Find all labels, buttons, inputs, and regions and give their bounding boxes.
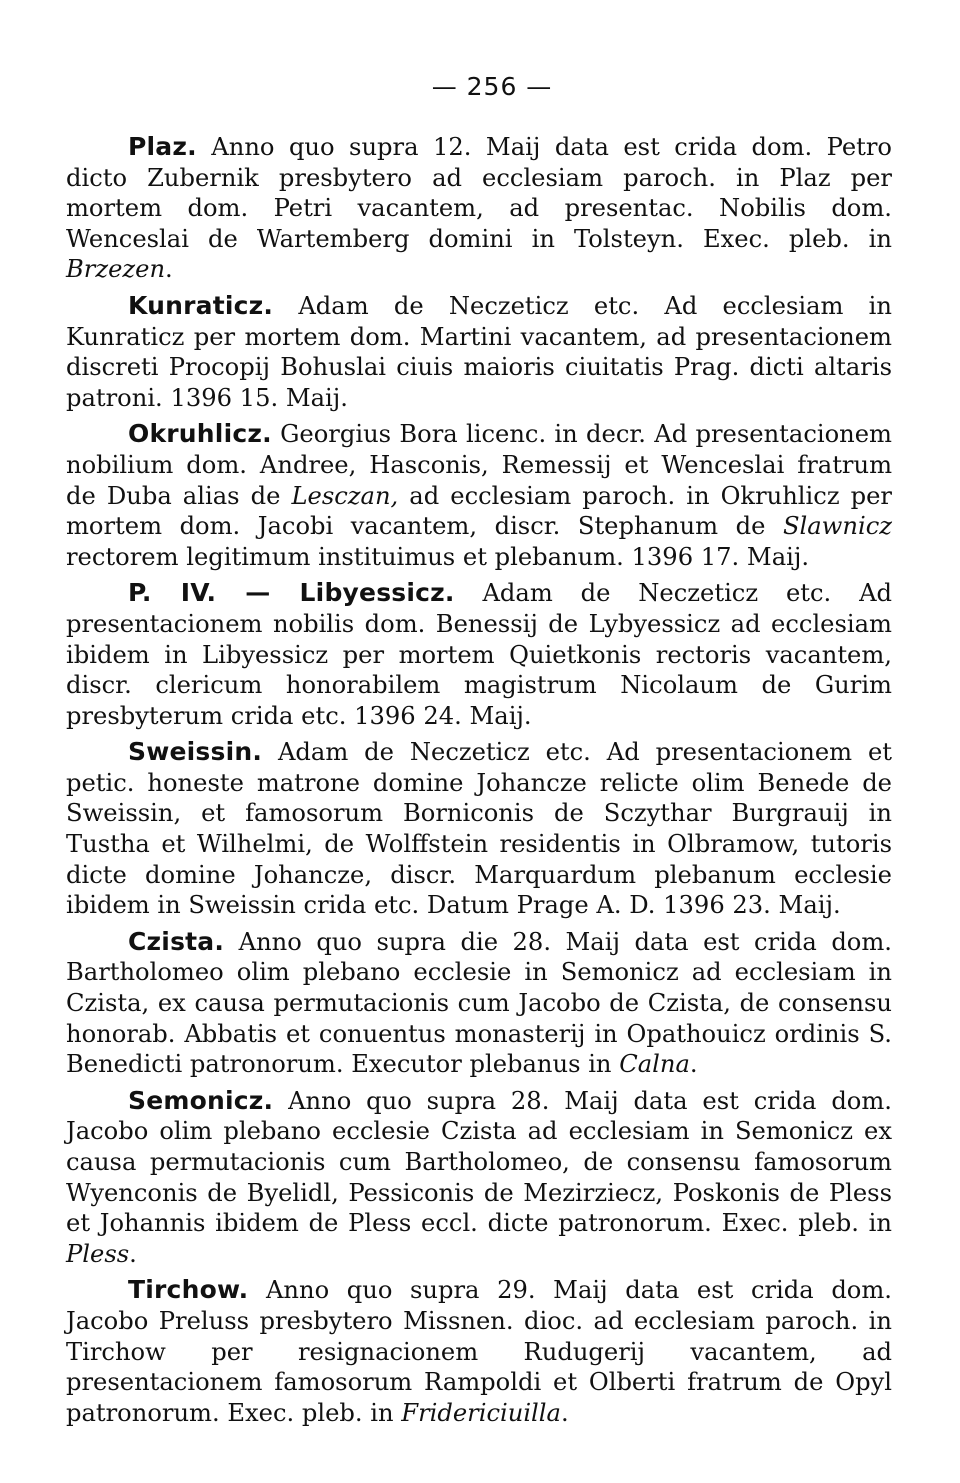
entry-text-italic: Calna xyxy=(619,1050,690,1079)
entry-libyessicz xyxy=(66,578,892,731)
entry-heading: Kunraticz. xyxy=(128,290,274,320)
entry-semonicz xyxy=(66,1086,892,1270)
entry-text-italic: Fridericiuilla xyxy=(401,1398,561,1427)
entry-text: . xyxy=(689,1050,698,1079)
entry-text: Anno quo supra 12. Maij data est crida dom. Petro dicto Zubernik presbytero ad ecclesiam paroch. in Plaz per mortem dom. Petri vacantem, ad presentac. Nobilis dom. Wenceslai de Wartemberg domini in Tolsteyn. Exec. pleb. in xyxy=(66,133,892,253)
entry-plaz xyxy=(66,132,892,285)
entry-heading: Tirchow. xyxy=(128,1275,249,1305)
entry-text: . xyxy=(129,1239,137,1268)
entry-text-italic: Brzezen xyxy=(66,255,166,284)
entry-heading: Okruhlicz. xyxy=(128,419,272,449)
entry-heading: Plaz. xyxy=(128,132,197,161)
entry-text: Adam de Neczeticz etc. Ad presentacionem nobilis dom. Benessij de Lybyessicz ad ecclesiam ibidem in Libyessicz per mortem Quietkonis rectoris vacantem, discr. clericum honorabilem magistrum Nicolaum de Gurim presbyterum crida etc. 1396 24. Maij. xyxy=(66,579,893,730)
entry-text: Anno quo supra 28. Maij data est crida dom. Jacobo olim plebano ecclesie Czista ad ecclesiam in Semonicz ex causa permutacionis cum Bartholomeo, de consensu famosorum Wyenconis de Byelidl, Pessiconis de Mezirziecz, Poskonis de Pless et Johannis ibidem de Pless eccl. dicte patronorum. Exec. pleb. in xyxy=(66,1086,892,1238)
entry-text: . xyxy=(165,255,173,284)
entry-text-italic: Lesczan, xyxy=(291,481,399,510)
entry-heading: Sweissin. xyxy=(128,737,263,767)
entry-heading: Semonicz. xyxy=(128,1085,274,1115)
entry-text-italic: Slawnicz xyxy=(782,512,892,541)
entry-text: Georgius Bora licenc. in decr. Ad presentacionem nobilium dom. Andree, Hasconis, Remessij et Wenceslai fratrum de Duba alias de xyxy=(66,420,892,510)
page xyxy=(66,72,892,1434)
entry-text: Adam de Neczeticz etc. Ad presentacionem et petic. honeste matrone domine Johancze relicte olim Benede de Sweissin, et famosorum Borniconis de Sczythar Burgrauij in Tustha et Wilhelmi, de Wolffstein residentis in Olbramow, tutoris dicte domine Johancze, discr. Marquardum plebanum ecclesie ibidem in Sweissin crida etc. Datum Prage A. D. 1396 23. Maij. xyxy=(66,738,892,920)
entry-text-italic: Pless xyxy=(66,1239,130,1268)
entry-text: Adam de Neczeticz etc. Ad ecclesiam in Kunraticz per mortem dom. Martini vacantem, ad presentacionem discreti Procopij Bohuslai ciuis maioris ciuitatis Prag. dicti altaris patroni. 1396 15. Maij. xyxy=(66,291,892,412)
entry-text: ad ecclesiam paroch. in Okruhlicz per mortem dom. Jacobi vacantem, discr. Stephanum de xyxy=(66,481,892,541)
entry-heading: P. IV. — Libyessicz. xyxy=(128,578,455,608)
entry-czista xyxy=(66,927,892,1080)
entry-kunraticz xyxy=(66,291,892,413)
entry-heading: Czista. xyxy=(128,926,225,956)
entry-okruhlicz xyxy=(66,419,892,572)
entry-text: . xyxy=(560,1398,569,1427)
entry-text: Anno quo supra die 28. Maij data est crida dom. Bartholomeo olim plebano ecclesie in Semonicz ad ecclesiam in Czista, ex causa permutacionis cum Jacobo de Czista, de consensu honorab. Abbatis et conuentus monasterij in Opathouicz ordinis S. Benedicti patronorum. Executor plebanus in xyxy=(66,927,892,1079)
entry-tirchow xyxy=(66,1275,892,1428)
entry-sweissin xyxy=(66,737,892,921)
entry-text: rectorem legitimum instituimus et plebanum. 1396 17. Maij. xyxy=(66,542,810,571)
entry-text: Anno quo supra 29. Maij data est crida dom. Jacobo Preluss presbytero Missnen. dioc. ad ecclesiam paroch. in Tirchow per resignacionem Rudugerij vacantem, ad presentacionem famosorum Rampoldi et Olberti fratrum de Opyl patronorum. Exec. pleb. in xyxy=(66,1276,892,1427)
page-number: — 256 — xyxy=(431,72,553,101)
